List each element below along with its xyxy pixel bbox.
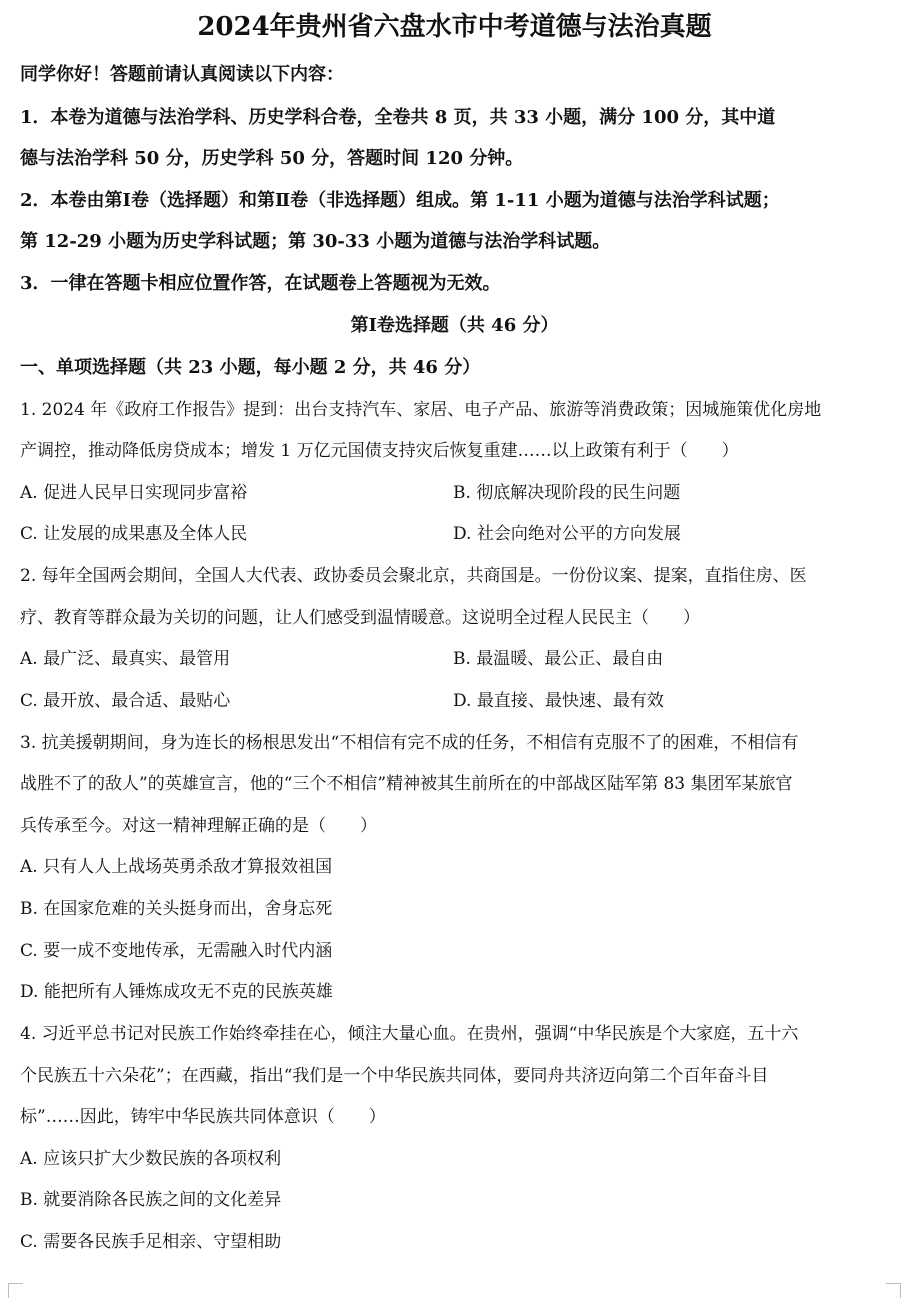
question-2-option-c: C. 最开放、最合适、最贴心 [20, 691, 231, 711]
part-title: 一、单项选择题（共 23 小题，每小题 2 分，共 46 分） [20, 357, 481, 378]
intro-item-3: 3．一律在答题卡相应位置作答，在试题卷上答题视为无效。 [20, 273, 501, 294]
question-1-option-d: D. 社会向绝对公平的方向发展 [453, 524, 681, 544]
question-3-option-a: A. 只有人人上战场英勇杀敌才算报效祖国 [20, 857, 333, 877]
question-4-option-b: B. 就要消除各民族之间的文化差异 [20, 1190, 282, 1210]
question-1-line-1: 1. 2024 年《政府工作报告》提到：出台支持汽车、家居、电子产品、旅游等消费政策；因城施策优化房地 [20, 400, 822, 420]
question-2-option-a: A. 最广泛、最真实、最管用 [20, 649, 231, 669]
page-corner-mark-right [886, 1283, 901, 1298]
intro-item-1-line-2: 德与法治学科 50 分，历史学科 50 分，答题时间 120 分钟。 [20, 148, 524, 169]
question-1-option-c: C. 让发展的成果惠及全体人民 [20, 524, 248, 544]
question-1-option-b: B. 彻底解决现阶段的民生问题 [453, 483, 681, 503]
section-title: 第Ⅰ卷选择题（共 46 分） [350, 315, 559, 336]
question-4-line-2: 个民族五十六朵花”；在西藏，指出“我们是一个中华民族共同体，要同舟共济迈向第二个百年奋斗目 [20, 1066, 769, 1086]
question-3-line-1: 3. 抗美援朝期间，身为连长的杨根思发出“不相信有完不成的任务，不相信有克服不了的困难，不相信有 [20, 733, 799, 753]
question-1-line-2: 产调控，推动降低房贷成本；增发 1 万亿元国债支持灾后恢复重建……以上政策有利于（ ） [20, 441, 739, 461]
question-2-line-1: 2. 每年全国两会期间，全国人大代表、政协委员会聚北京，共商国是。一份份议案、提案，直指住房、医 [20, 566, 807, 586]
intro-item-1-line-1: 1．本卷为道德与法治学科、历史学科合卷，全卷共 8 页，共 33 小题，满分 100 分，其中道 [20, 107, 776, 128]
question-3-option-d: D. 能把所有人锤炼成攻无不克的民族英雄 [20, 982, 333, 1002]
page-corner-mark-left [8, 1283, 23, 1298]
question-3-line-2: 战胜不了的敌人”的英雄宣言，他的“三个不相信”精神被其生前所在的中部战区陆军第 83 集团军某旅官 [20, 774, 793, 794]
question-3-option-b: B. 在国家危难的关头挺身而出，舍身忘死 [20, 899, 333, 919]
question-2-option-d: D. 最直接、最快速、最有效 [453, 691, 664, 711]
question-4-option-c: C. 需要各民族手足相亲、守望相助 [20, 1232, 282, 1252]
page-title: 2024年贵州省六盘水市中考道德与法治真题 [197, 12, 712, 42]
question-3-option-c: C. 要一成不变地传承，无需融入时代内涵 [20, 941, 333, 961]
question-3-line-3: 兵传承至今。对这一精神理解正确的是（ ） [20, 816, 377, 836]
question-4-line-3: 标”……因此，铸牢中华民族共同体意识（ ） [20, 1107, 386, 1127]
question-2-line-2: 疗、教育等群众最为关切的问题，让人们感受到温情暖意。这说明全过程人民民主（ ） [20, 608, 700, 628]
intro-greeting: 同学你好！答题前请认真阅读以下内容： [20, 64, 344, 85]
question-4-option-a: A. 应该只扩大少数民族的各项权利 [20, 1149, 282, 1169]
question-1-option-a: A. 促进人民早日实现同步富裕 [20, 483, 248, 503]
question-2-option-b: B. 最温暖、最公正、最自由 [453, 649, 664, 669]
intro-item-2-line-1: 2．本卷由第Ⅰ卷（选择题）和第Ⅱ卷（非选择题）组成。第 1-11 小题为道德与法治学科试题； [20, 190, 780, 211]
intro-item-2-line-2: 第 12-29 小题为历史学科试题；第 30-33 小题为道德与法治学科试题。 [20, 231, 611, 252]
question-4-line-1: 4. 习近平总书记对民族工作始终牵挂在心，倾注大量心血。在贵州，强调“中华民族是个大家庭，五十六 [20, 1024, 799, 1044]
